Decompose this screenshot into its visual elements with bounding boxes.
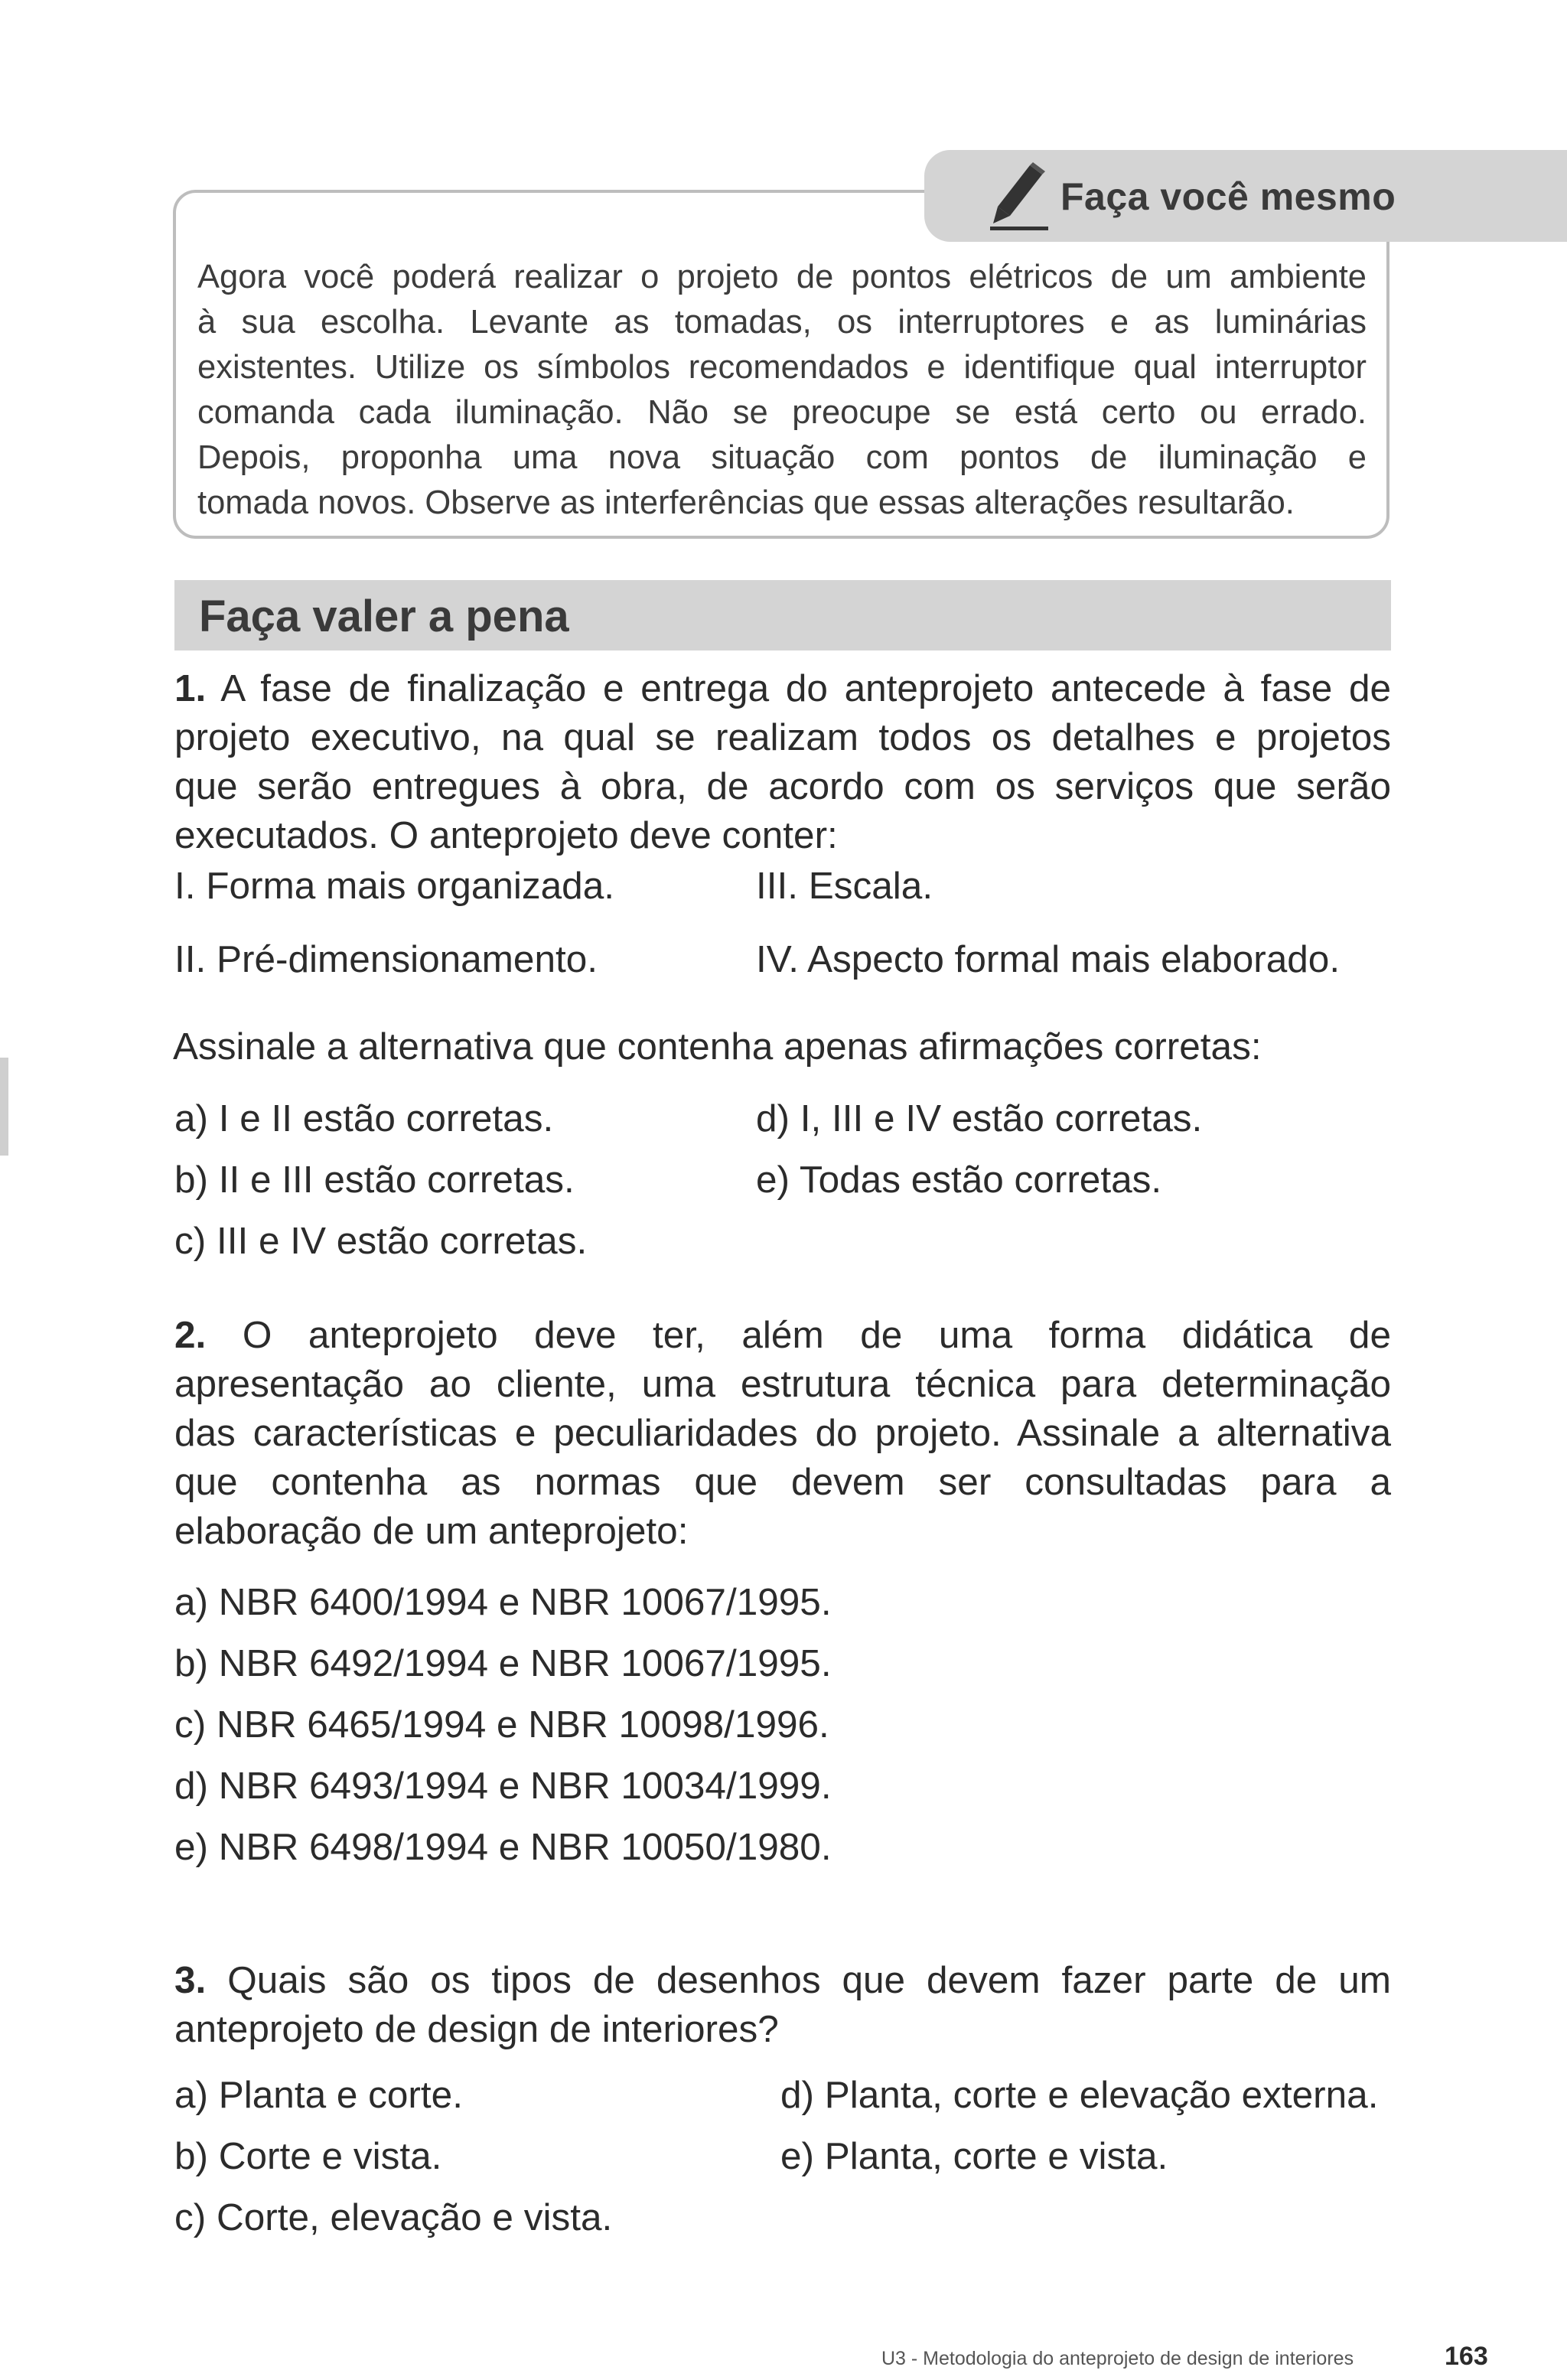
question-line: projeto executivo, na qual se realizam todos os detalhes e projetos xyxy=(174,716,1391,758)
paragraph-line: Agora você poderá realizar o projeto de pontos elétricos de um ambiente xyxy=(197,259,1367,295)
answer-option: d) Planta, corte e elevação externa. xyxy=(780,2074,1379,2116)
question-number: 2. xyxy=(174,1314,207,1356)
answer-option: c) Corte, elevação e vista. xyxy=(174,2196,613,2238)
question-line-text: Quais são os tipos de desenhos que devem fazer parte de um xyxy=(227,1959,1391,2001)
question-line xyxy=(174,1956,1391,2005)
section-title: Faça valer a pena xyxy=(199,592,569,641)
answer-option: e) Planta, corte e vista. xyxy=(780,2135,1168,2177)
question-line: que contenha as normas que devem ser consultadas para a xyxy=(174,1461,1391,1503)
running-footer: U3 - Metodologia do anteprojeto de design de interiores xyxy=(881,2348,1354,2369)
faca-voce-mesmo-title: Faça você mesmo xyxy=(1060,175,1396,218)
answer-option: b) NBR 6492/1994 e NBR 10067/1995. xyxy=(174,1642,832,1684)
question-line: elaboração de um anteprojeto: xyxy=(174,1510,689,1552)
paragraph-line: comanda cada iluminação. Não se preocupe se está certo ou errado. xyxy=(197,394,1367,431)
answer-option: e) NBR 6498/1994 e NBR 10050/1980. xyxy=(174,1826,832,1868)
question-number: 3. xyxy=(174,1959,207,2001)
margin-tab-marker xyxy=(0,1058,8,1156)
statement-item: III. Escala. xyxy=(756,865,933,907)
question-2-text xyxy=(174,1311,1391,1556)
question-line xyxy=(174,1311,1391,1360)
paragraph-line: existentes. Utilize os símbolos recomendados e identifique qual interruptor xyxy=(197,349,1367,386)
answer-option: b) II e III estão corretas. xyxy=(174,1159,575,1201)
answer-option: b) Corte e vista. xyxy=(174,2135,442,2177)
question-line-text: O anteprojeto deve ter, além de uma forma didática de xyxy=(242,1314,1391,1356)
pencil-icon xyxy=(987,162,1051,231)
question-3-text xyxy=(174,1956,1391,2054)
question-line: executados. O anteprojeto deve conter: xyxy=(174,814,838,856)
paragraph-line: à sua escolha. Levante as tomadas, os interruptores e as luminárias xyxy=(197,304,1367,341)
question-line: apresentação ao cliente, uma estrutura técnica para determinação xyxy=(174,1363,1391,1405)
answer-option: c) III e IV estão corretas. xyxy=(174,1220,588,1262)
question-line: que serão entregues à obra, de acordo com os serviços que serão xyxy=(174,765,1391,807)
statement-item: I. Forma mais organizada. xyxy=(174,865,614,907)
statement-item: IV. Aspecto formal mais elaborado. xyxy=(756,938,1341,980)
answer-option: d) I, III e IV estão corretas. xyxy=(756,1097,1203,1139)
faca-voce-mesmo-text xyxy=(197,255,1367,526)
statement-item: II. Pré-dimensionamento. xyxy=(174,938,598,980)
question-line xyxy=(174,664,1391,713)
paragraph-line: Depois, proponha uma nova situação com pontos de iluminação e xyxy=(197,439,1367,476)
question-1-text xyxy=(174,664,1391,860)
question-line: das características e peculiaridades do projeto. Assinale a alternativa xyxy=(174,1412,1391,1454)
answer-option: e) Todas estão corretas. xyxy=(756,1159,1162,1201)
answer-option: c) NBR 6465/1994 e NBR 10098/1996. xyxy=(174,1703,829,1746)
paragraph-line: tomada novos. Observe as interferências que essas alterações resultarão. xyxy=(197,484,1295,521)
answer-option: a) I e II estão corretas. xyxy=(174,1097,554,1139)
question-instruction: Assinale a alternativa que contenha apenas afirmações corretas: xyxy=(173,1025,1262,1068)
answer-option: a) Planta e corte. xyxy=(174,2074,463,2116)
question-number: 1. xyxy=(174,667,207,709)
page-number: 163 xyxy=(1445,2342,1488,2371)
answer-option: a) NBR 6400/1994 e NBR 10067/1995. xyxy=(174,1581,832,1623)
answer-option: d) NBR 6493/1994 e NBR 10034/1999. xyxy=(174,1765,832,1807)
question-line-text: A fase de finalização e entrega do anteprojeto antecede à fase de xyxy=(220,667,1391,709)
question-line: anteprojeto de design de interiores? xyxy=(174,2008,779,2050)
